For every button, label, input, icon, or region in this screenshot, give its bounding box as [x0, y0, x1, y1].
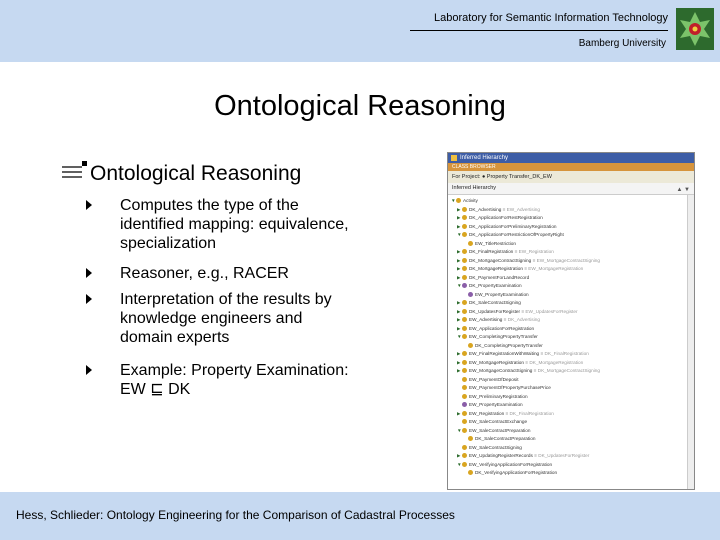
equivalence-label: ≡ DK_Advertising — [503, 317, 541, 322]
class-icon — [468, 436, 473, 441]
class-icon — [462, 385, 467, 390]
class-label: EW_MortgageRegistration — [469, 359, 524, 365]
tree-row[interactable] — [448, 350, 694, 359]
bullet-text: Example: Property Examination: EW ⊑ DK — [120, 362, 349, 398]
class-label: DK_FinalRegistration — [469, 249, 514, 254]
arrow-bullet-icon — [86, 200, 92, 210]
class-label: DK_MortgageRegistration — [469, 266, 523, 271]
tree-row[interactable] — [448, 469, 694, 478]
class-label: EW_ApplicationForRegistration — [469, 325, 535, 331]
university-logo-icon — [676, 8, 714, 50]
tree-row[interactable] — [448, 401, 694, 410]
class-label: EW_PaymentOfDeposit — [469, 376, 519, 382]
bullet-text: Computes the type of the identified mapping: equivalence, specialization — [120, 197, 349, 252]
class-icon — [462, 453, 467, 458]
class-browser-bar: CLASS BROWSER — [448, 163, 694, 171]
tree-row[interactable] — [448, 418, 694, 427]
panel-header — [448, 183, 694, 195]
tree-row[interactable] — [448, 206, 694, 215]
window-titlebar — [448, 153, 694, 163]
tree-row[interactable] — [448, 333, 694, 342]
class-icon — [462, 258, 467, 263]
class-label: DK_VerifyingApplicationForRegistration — [475, 470, 558, 475]
window-icon — [451, 155, 457, 161]
tree-scrollbar[interactable] — [687, 195, 694, 489]
class-label: EW_SaleContractExchange — [469, 419, 528, 424]
class-label: DK_ApplicationForRestRegistration — [469, 215, 543, 220]
class-label: DK_PropertyExamination — [469, 283, 522, 288]
tree-row[interactable] — [448, 444, 694, 453]
bullet-item — [100, 196, 350, 253]
window-title: Inferred Hierarchy — [460, 155, 509, 161]
class-icon — [468, 343, 473, 348]
class-icon — [462, 334, 467, 339]
expand-toggle-icon[interactable]: ▶ — [457, 359, 461, 365]
class-label: DK_SaleContractPreparation — [475, 436, 536, 441]
bullet-text: Interpretation of the results by knowledge engineers and domain experts — [120, 291, 332, 346]
expand-toggle-icon[interactable]: ▶ — [457, 274, 461, 280]
equivalence-label: ≡ EW_Registration — [514, 249, 554, 254]
class-icon — [468, 470, 473, 475]
project-label: For Project: ● Property Transfer_DK_EW — [448, 171, 694, 183]
equivalence-label: ≡ EW_MortgageContractSigning — [532, 257, 600, 263]
class-icon — [462, 402, 467, 407]
expand-toggle-icon[interactable]: ▼ — [457, 334, 462, 339]
expand-toggle-icon[interactable]: ▶ — [457, 300, 461, 305]
class-label: DK_ApplicationForRestrictionOfPropertyRight — [469, 232, 564, 237]
tree-row[interactable] — [448, 427, 694, 436]
class-tree[interactable] — [448, 195, 694, 478]
tree-row[interactable] — [448, 248, 694, 257]
class-icon — [468, 241, 473, 246]
expand-toggle-icon[interactable]: ▶ — [457, 453, 461, 458]
class-label: DK_SaleContractSigning — [469, 300, 521, 305]
tree-row[interactable] — [448, 308, 694, 317]
tree-row[interactable] — [448, 452, 694, 461]
class-label: EW_TitleRestriction — [475, 240, 516, 246]
class-label: EW_VerifyingApplicationForRegistration — [469, 461, 553, 467]
tree-row[interactable] — [448, 410, 694, 419]
expand-toggle-icon[interactable]: ▶ — [457, 368, 461, 373]
class-label: EW_CompletingPropertyTransfer — [469, 334, 538, 339]
class-icon — [462, 428, 467, 433]
tree-row[interactable] — [448, 265, 694, 274]
expand-toggle-icon[interactable]: ▶ — [457, 249, 461, 254]
tree-row[interactable] — [448, 240, 694, 249]
class-icon — [462, 411, 467, 416]
expand-toggle-icon[interactable]: ▶ — [457, 308, 461, 314]
tree-row[interactable] — [448, 197, 694, 206]
expand-toggle-icon[interactable]: ▶ — [457, 266, 461, 271]
expand-toggle-icon[interactable]: ▼ — [457, 283, 462, 288]
tree-row[interactable] — [448, 376, 694, 385]
bullet-item — [100, 290, 350, 347]
tree-row[interactable] — [448, 359, 694, 368]
equivalence-label: ≡ DK_MortgageRegistration — [525, 359, 584, 365]
class-icon — [462, 351, 467, 356]
class-icon — [462, 266, 467, 271]
level1-text: Ontological Reasoning — [90, 162, 302, 185]
class-icon — [462, 309, 467, 314]
class-label: EW_MortgageContractSigning — [469, 368, 533, 373]
class-label: Activity — [463, 198, 478, 203]
class-label: EW_SaleContractSigning — [469, 444, 522, 450]
class-icon — [462, 394, 467, 399]
expand-toggle-icon[interactable]: ▶ — [457, 351, 461, 356]
class-icon — [462, 232, 467, 237]
expand-toggle-icon[interactable]: ▶ — [457, 223, 461, 229]
header-divider — [410, 30, 668, 31]
tree-row[interactable] — [448, 316, 694, 325]
tree-row[interactable] — [448, 231, 694, 240]
panel-title: Inferred Hierarchy — [452, 185, 497, 191]
tree-row[interactable] — [448, 291, 694, 300]
tree-row[interactable] — [448, 274, 694, 283]
tree-row[interactable] — [448, 325, 694, 334]
tree-row[interactable] — [448, 214, 694, 223]
level1-item — [64, 162, 301, 186]
expand-toggle-icon[interactable]: ▼ — [457, 232, 462, 237]
class-label: EW_UpdatingRegisterRecords — [469, 453, 533, 458]
lab-name: Laboratory for Semantic Information Technology — [434, 12, 668, 24]
expand-toggle-icon[interactable]: ▼ — [457, 461, 462, 467]
tree-row[interactable] — [448, 384, 694, 393]
arrow-bullet-icon — [86, 294, 92, 304]
university-name: Bamberg University — [578, 38, 666, 49]
equivalence-label: ≡ DK_MortgageContractSigning — [533, 368, 600, 373]
class-icon — [456, 198, 461, 203]
class-icon — [462, 377, 467, 382]
expand-toggle-icon[interactable]: ▶ — [457, 215, 461, 220]
header-band — [0, 0, 720, 62]
class-icon — [462, 326, 467, 331]
bullet-text: Reasoner, e.g., RACER — [120, 265, 289, 282]
expand-toggle-icon[interactable]: ▶ — [457, 325, 461, 331]
class-label: DK_UpdatesForRegister — [469, 308, 521, 314]
footer-text: Hess, Schlieder: Ontology Engineering for the Comparison of Cadastral Processes — [16, 508, 455, 522]
class-icon — [462, 360, 467, 365]
class-icon — [462, 283, 467, 288]
tree-row[interactable] — [448, 393, 694, 402]
slide-title: Ontological Reasoning — [214, 90, 506, 122]
tree-row[interactable] — [448, 223, 694, 232]
class-icon — [462, 207, 467, 212]
tree-row[interactable] — [448, 257, 694, 266]
footer-band — [0, 492, 720, 540]
class-label: DK_Advertising — [469, 206, 502, 212]
class-label: DK_PaymentForLandRecord — [469, 274, 530, 280]
expand-toggle-icon[interactable]: ▶ — [457, 206, 461, 212]
class-label: EW_PaymentOfPropertyPurchasePrice — [469, 385, 551, 390]
expand-toggle-icon[interactable]: ▶ — [457, 257, 461, 263]
class-icon — [462, 249, 467, 254]
class-label: EW_PreliminaryRegistration — [469, 393, 528, 399]
class-icon — [462, 300, 467, 305]
tree-row[interactable] — [448, 367, 694, 376]
class-label: DK_ApplicationForPreliminaryRegistration — [469, 223, 557, 229]
bullet-item — [100, 264, 350, 283]
class-icon — [462, 224, 467, 229]
class-label: DK_CompletingPropertyTransfer — [475, 342, 543, 348]
class-icon — [462, 275, 467, 280]
class-icon — [462, 419, 467, 424]
equivalence-label: ≡ DK_FinalRegistration — [505, 410, 554, 416]
equivalence-label: ≡ DK_FinalRegistration — [540, 351, 589, 356]
bullet-item — [100, 361, 350, 399]
class-label: EW_Advertising — [469, 317, 503, 322]
equivalence-label: ≡ EW_MortgageRegistration — [524, 266, 584, 271]
expand-toggle-icon[interactable]: ▶ — [457, 317, 461, 322]
class-icon — [462, 317, 467, 322]
ontology-tool-screenshot — [447, 152, 695, 490]
class-icon — [462, 368, 467, 373]
class-icon — [462, 215, 467, 220]
class-icon — [462, 445, 467, 450]
class-label: EW_Registration — [469, 410, 505, 416]
class-icon — [468, 292, 473, 297]
class-label: EW_PropertyExamination — [475, 291, 529, 297]
expand-toggle-icon[interactable]: ▼ — [457, 427, 462, 433]
expand-toggle-icon[interactable]: ▼ — [451, 198, 456, 203]
equivalence-label: ≡ EW_UpdatesForRegister — [521, 308, 578, 314]
class-label: EW_FinalRegistrationWithWaiting — [469, 351, 540, 356]
tree-row[interactable] — [448, 299, 694, 308]
class-label: EW_PropertyExamination — [469, 402, 523, 407]
class-icon — [462, 462, 467, 467]
expand-toggle-icon[interactable]: ▶ — [457, 410, 461, 416]
tree-row[interactable] — [448, 282, 694, 291]
panel-tools[interactable]: ▲ ▼ — [676, 187, 690, 193]
arrow-bullet-icon — [86, 268, 92, 278]
tree-row[interactable] — [448, 342, 694, 351]
class-label: DK_MortgageContractSigning — [469, 257, 532, 263]
tree-row[interactable] — [448, 435, 694, 444]
bullet-icon — [60, 158, 88, 184]
arrow-bullet-icon — [86, 365, 92, 375]
tree-row[interactable] — [448, 461, 694, 470]
class-label: EW_SaleContractPreparation — [469, 427, 531, 433]
equivalence-label: ≡ EW_Advertising — [502, 206, 541, 212]
equivalence-label: ≡ DK_UpdatesForRegister — [534, 453, 590, 458]
